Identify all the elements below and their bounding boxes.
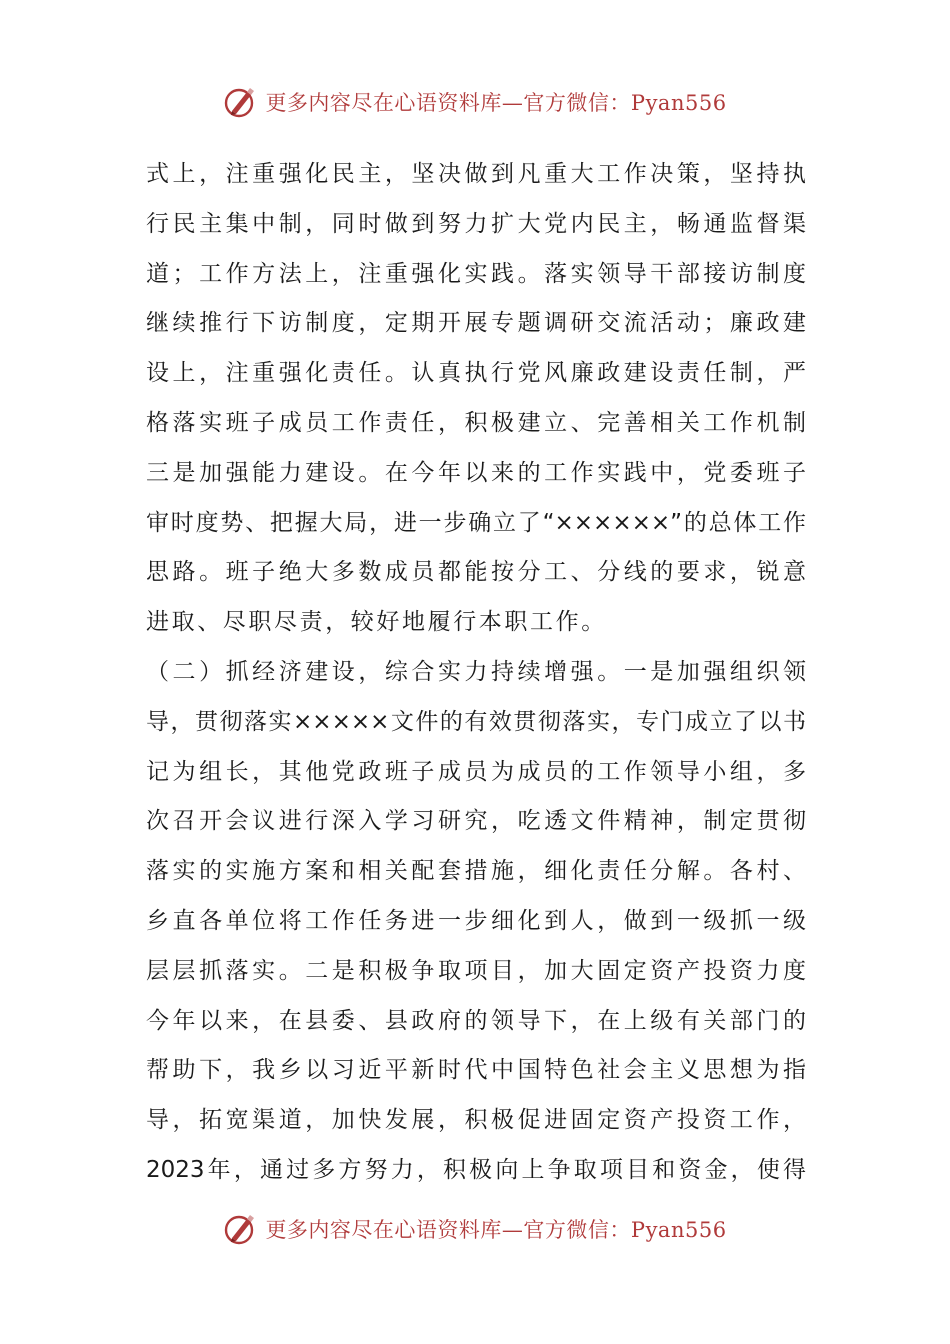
footer-watermark-text: 更多内容尽在心语资料库—官方微信：Pyan556 <box>265 1218 727 1242</box>
body-paragraphs <box>146 150 806 1196</box>
text-line: 今年以来，在县委、县政府的领导下，在上级有关部门的 <box>146 1007 806 1034</box>
header-watermark-text: 更多内容尽在心语资料库—官方微信：Pyan556 <box>265 91 727 115</box>
header-watermark-banner <box>0 82 950 122</box>
text-line: 导，拓宽渠道，加快发展，积极促进固定资产投资工作， <box>146 1107 806 1134</box>
text-line: 层层抓落实。二是积极争取项目，加大固定资产投资力度 <box>146 957 806 984</box>
text-line: 行民主集中制，同时做到努力扩大党内民主，畅通监督渠 <box>146 210 806 237</box>
text-line: 式上，注重强化民主，坚决做到凡重大工作决策，坚持执 <box>146 161 806 187</box>
pen-logo-icon <box>223 1211 259 1247</box>
text-line: 格落实班子成员工作责任，积极建立、完善相关工作机制 <box>146 409 806 436</box>
text-line: 记为组长，其他党政班子成员为成员的工作领导小组，多 <box>146 758 806 785</box>
text-line: 导，贯彻落实×××××文件的有效贯彻落实，专门成立了以书 <box>146 708 806 735</box>
text-line: 道；工作方法上，注重强化实践。落实领导干部接访制度 <box>146 260 806 287</box>
text-line: 次召开会议进行深入学习研究，吃透文件精神，制定贯彻 <box>146 808 806 835</box>
text-line: 乡直各单位将工作任务进一步细化到人，做到一级抓一级 <box>146 907 806 934</box>
text-line: 审时度势、把握大局，进一步确立了“××××××”的总体工作 <box>146 509 806 536</box>
text-line: 落实的实施方案和相关配套措施，细化责任分解。各村、 <box>146 858 806 885</box>
text-line: 三是加强能力建设。在今年以来的工作实践中，党委班子 <box>146 459 806 486</box>
text-line: 思路。班子绝大多数成员都能按分工、分线的要求，锐意 <box>146 559 806 586</box>
text-line: 继续推行下访制度，定期开展专题调研交流活动；廉政建 <box>146 310 806 337</box>
footer-watermark-banner <box>0 1209 950 1249</box>
text-line: （二）抓经济建设，综合实力持续增强。一是加强组织领 <box>146 658 806 685</box>
text-line: 帮助下，我乡以习近平新时代中国特色社会主义思想为指 <box>146 1057 806 1084</box>
text-line: 2023年，通过多方努力，积极向上争取项目和资金，使得 <box>146 1156 806 1183</box>
text-line: 设上，注重强化责任。认真执行党风廉政建设责任制，严 <box>146 360 806 387</box>
text-line: 进取、尽职尽责，较好地履行本职工作。 <box>146 609 607 636</box>
pen-logo-icon <box>223 84 259 120</box>
